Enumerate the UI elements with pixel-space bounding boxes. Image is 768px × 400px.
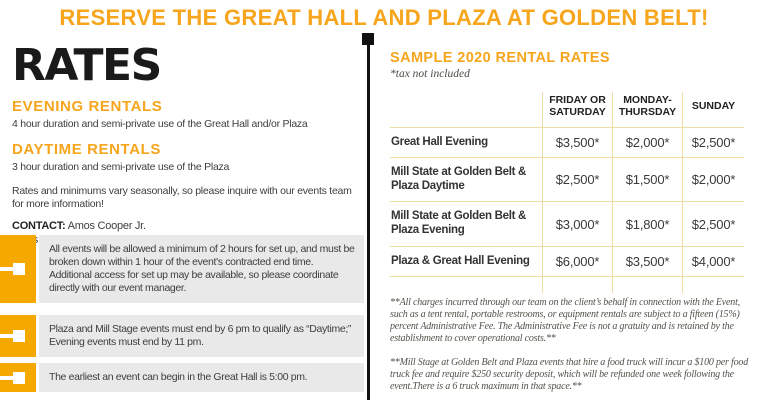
row-label: Mill State at Golden Belt & Plaza Daytime bbox=[390, 157, 542, 201]
rate-cell: $2,500* bbox=[682, 127, 744, 158]
tax-note: *tax not included bbox=[390, 68, 470, 80]
slider-knob bbox=[13, 372, 25, 384]
note-text: The earliest an event can begin in the Great Hall is 5:00 pm. bbox=[39, 363, 364, 392]
rates-heading: RATES bbox=[12, 40, 161, 91]
contact-line bbox=[12, 220, 358, 233]
daytime-rentals-description: 3 hour duration and semi-private use of the Plaza bbox=[12, 161, 230, 173]
note-earliest-start bbox=[0, 363, 364, 392]
rate-cell: $4,000* bbox=[682, 246, 744, 277]
contact-name: Amos Cooper Jr. bbox=[67, 220, 146, 232]
note-text: Plaza and Mill Stage events must end by 6 pm to qualify as “Daytime;” Evening events must end by 11 pm. bbox=[39, 315, 364, 357]
row-label: Great Hall Evening bbox=[390, 127, 542, 158]
sample-rates-heading: SAMPLE 2020 RENTAL RATES bbox=[390, 50, 610, 66]
evening-rentals-description: 4 hour duration and semi-private use of the Great Hall and/or Plaza bbox=[12, 118, 308, 130]
vertical-divider bbox=[367, 36, 370, 400]
rate-cell: $3,000* bbox=[542, 201, 612, 245]
rate-cell: $1,800* bbox=[612, 201, 682, 245]
footnote-admin-fee: **All charges incurred through our team on the client’s behalf in connection with the Event, such as a tent rental, portable restrooms, or equipment rentals are subject to a fifteen (15%) percent Administrative Fee. The Administrative Fee is not a gratuity and is retained by the establishment to cover operational costs.** bbox=[390, 297, 740, 345]
col-header-sunday: SUNDAY bbox=[682, 92, 744, 127]
table-spacer bbox=[682, 276, 744, 293]
inquiry-text: Rates and minimums vary seasonally, so please inquire with our events team for more information! bbox=[12, 185, 352, 210]
rate-cell: $2,000* bbox=[682, 157, 744, 201]
rates-panel bbox=[12, 40, 358, 247]
row-label: Plaza & Great Hall Evening bbox=[390, 246, 542, 277]
rate-cell: $2,500* bbox=[682, 201, 744, 245]
slider-knob bbox=[13, 330, 25, 342]
footnote-food-truck: **Mill Stage at Golden Belt and Plaza events that hire a food truck will incur a $100 per food truck fee and require $250 security deposit, which will be refunded one week following the event.There is a 6 truck maximum in that space.** bbox=[390, 357, 749, 393]
col-header-friday-saturday: FRIDAY OR SATURDAY bbox=[542, 92, 612, 127]
table-spacer bbox=[390, 276, 542, 293]
evening-rentals-heading: EVENING RENTALS bbox=[12, 98, 163, 115]
rates-table bbox=[390, 92, 758, 293]
rate-cell: $2,500* bbox=[542, 157, 612, 201]
row-label: Mill State at Golden Belt & Plaza Evening bbox=[390, 201, 542, 245]
slider-icon bbox=[0, 363, 36, 392]
note-setup-time bbox=[0, 235, 364, 303]
rental-rates-panel bbox=[390, 50, 758, 393]
daytime-rentals-heading: DAYTIME RENTALS bbox=[12, 141, 162, 158]
page-title: RESERVE THE GREAT HALL AND PLAZA AT GOLDEN BELT! bbox=[59, 5, 709, 30]
table-spacer bbox=[612, 276, 682, 293]
rate-cell: $3,500* bbox=[612, 246, 682, 277]
col-header-monday-thursday: MONDAY-THURSDAY bbox=[612, 92, 682, 127]
rate-cell: $6,000* bbox=[542, 246, 612, 277]
slider-icon bbox=[0, 315, 36, 357]
slider-knob bbox=[13, 263, 25, 275]
slider-icon bbox=[0, 235, 36, 303]
note-end-times bbox=[0, 315, 364, 357]
rate-cell: $3,500* bbox=[542, 127, 612, 158]
col-header-empty bbox=[390, 92, 542, 127]
rate-cell: $2,000* bbox=[612, 127, 682, 158]
table-spacer bbox=[542, 276, 612, 293]
contact-label: CONTACT: bbox=[12, 220, 66, 232]
rate-cell: $1,500* bbox=[612, 157, 682, 201]
note-text: All events will be allowed a minimum of 2 hours for set up, and must be broken down within 1 hour of the event's contracted end time. Additional access for set up may be available, so please coordinate directly with our event manager. bbox=[39, 235, 364, 303]
